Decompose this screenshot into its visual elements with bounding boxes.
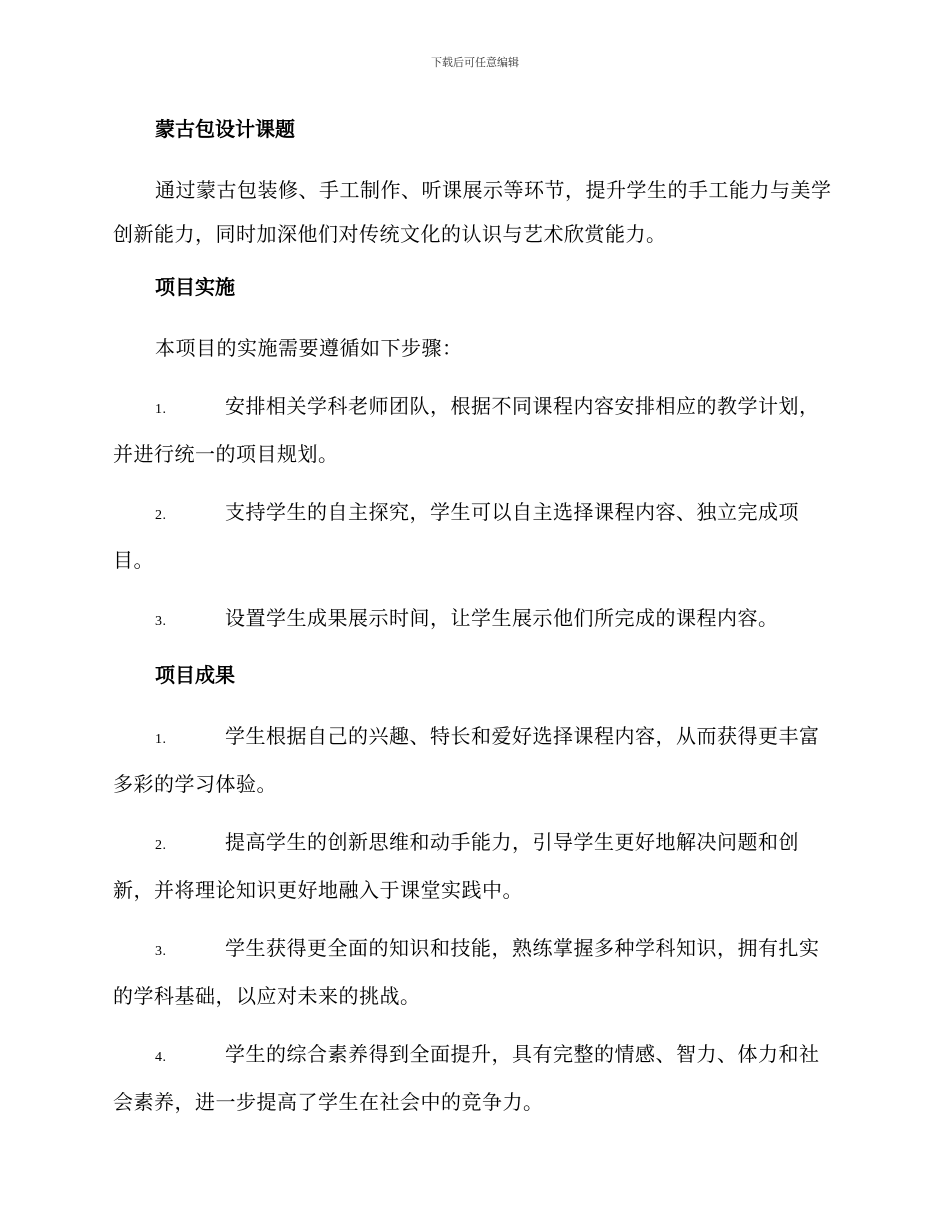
outcome-item xyxy=(113,926,835,1018)
list-number: 1. xyxy=(155,732,167,747)
section-heading-yurt-design: 蒙古包设计课题 xyxy=(155,117,295,141)
list-item-text: 提高学生的创新思维和动手能力，引导学生更好地解决问题和创新，并将理论知识更好地融入于课堂实践中。 xyxy=(113,830,799,902)
outcome-item xyxy=(113,820,835,912)
implementation-step xyxy=(113,490,835,582)
section-heading-outcomes: 项目成果 xyxy=(155,663,235,687)
implementation-step xyxy=(113,596,835,644)
section-heading-implementation: 项目实施 xyxy=(155,275,235,299)
intro-paragraph: 通过蒙古包装修、手工制作、听课展示等环节，提升学生的手工能力与美学创新能力，同时加深他们对传统文化的认识与艺术欣赏能力。 xyxy=(113,178,832,246)
list-number: 4. xyxy=(155,1050,167,1065)
list-number: 2. xyxy=(155,508,167,523)
list-item-text: 学生的综合素养得到全面提升，具有完整的情感、智力、体力和社会素养，进一步提高了学生在社会中的竞争力。 xyxy=(113,1042,820,1114)
page-header-note: 下载后可任意编辑 xyxy=(431,56,519,69)
outcome-item xyxy=(113,1032,835,1124)
list-number: 3. xyxy=(155,614,167,629)
implementation-step xyxy=(113,384,835,476)
list-item-text: 设置学生成果展示时间，让学生展示他们所完成的课程内容。 xyxy=(225,606,779,630)
implementation-intro: 本项目的实施需要遵循如下步骤： xyxy=(155,336,463,360)
list-item-text: 学生根据自己的兴趣、特长和爱好选择课程内容，从而获得更丰富多彩的学习体验。 xyxy=(113,724,820,796)
list-item-text: 安排相关学科老师团队，根据不同课程内容安排相应的教学计划，并进行统一的项目规划。 xyxy=(113,394,820,466)
outcome-item xyxy=(113,714,835,806)
list-number: 1. xyxy=(155,402,167,417)
document-body xyxy=(113,112,835,1138)
list-number: 3. xyxy=(155,944,167,959)
list-number: 2. xyxy=(155,838,167,853)
list-item-text: 支持学生的自主探究，学生可以自主选择课程内容、独立完成项目。 xyxy=(113,500,799,572)
list-item-text: 学生获得更全面的知识和技能，熟练掌握多种学科知识，拥有扎实的学科基础，以应对未来的挑战。 xyxy=(113,936,820,1008)
